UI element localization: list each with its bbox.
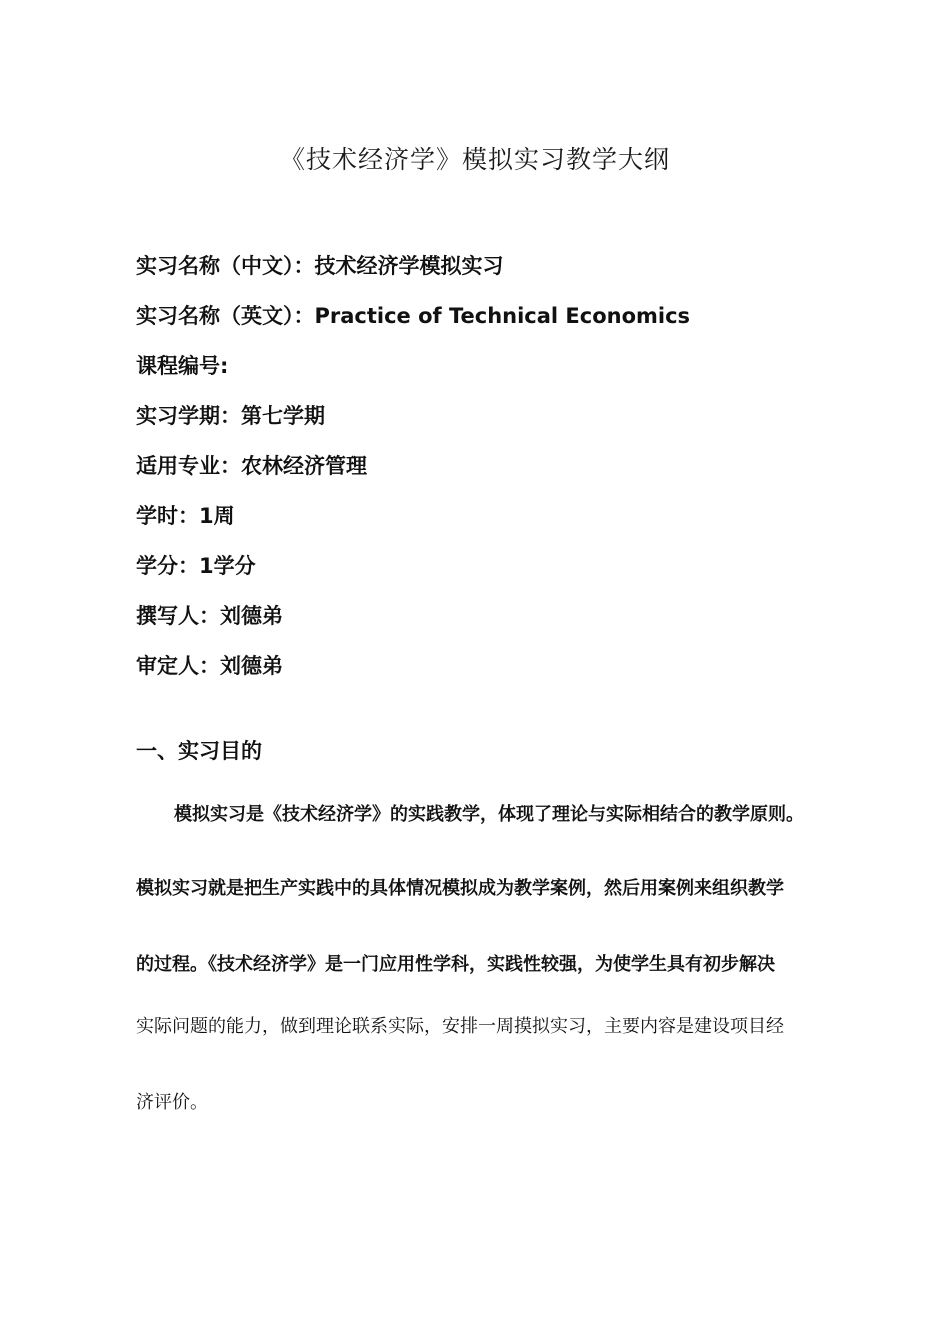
- info-reviewer: 审定人：刘德弟: [136, 654, 283, 678]
- info-major: 适用专业：农林经济管理: [136, 454, 367, 478]
- paragraph-line: 济评价。: [136, 1092, 208, 1113]
- document-title: 《技术经济学》模拟实习教学大纲: [279, 145, 670, 174]
- info-credits: 学分：1学分: [136, 554, 256, 578]
- paragraph-line: 实际问题的能力，做到理论联系实际，安排一周摸拟实习，主要内容是建设项目经: [136, 1016, 784, 1037]
- info-semester: 实习学期：第七学期: [136, 404, 325, 428]
- info-author: 撰写人：刘德弟: [136, 604, 283, 628]
- section-heading-purpose: 一、实习目的: [136, 739, 262, 763]
- paragraph-line: 模拟实习是《技术经济学》的实践教学，体现了理论与实际相结合的教学原则。: [174, 804, 804, 825]
- course-info-list: [136, 249, 856, 699]
- info-chinese-name: 实习名称（中文）：技术经济学模拟实习: [136, 254, 504, 278]
- paragraph-line: 的过程。《技术经济学》是一门应用性学科，实践性较强，为使学生具有初步解决: [136, 954, 775, 975]
- info-course-code: 课程编号:: [136, 354, 229, 378]
- paragraph-line: 模拟实习就是把生产实践中的具体情况模拟成为教学案例，然后用案例来组织教学: [136, 878, 784, 899]
- info-hours: 学时：1周: [136, 504, 235, 528]
- info-english-name: 实习名称（英文）：Practice of Technical Economics: [136, 304, 691, 328]
